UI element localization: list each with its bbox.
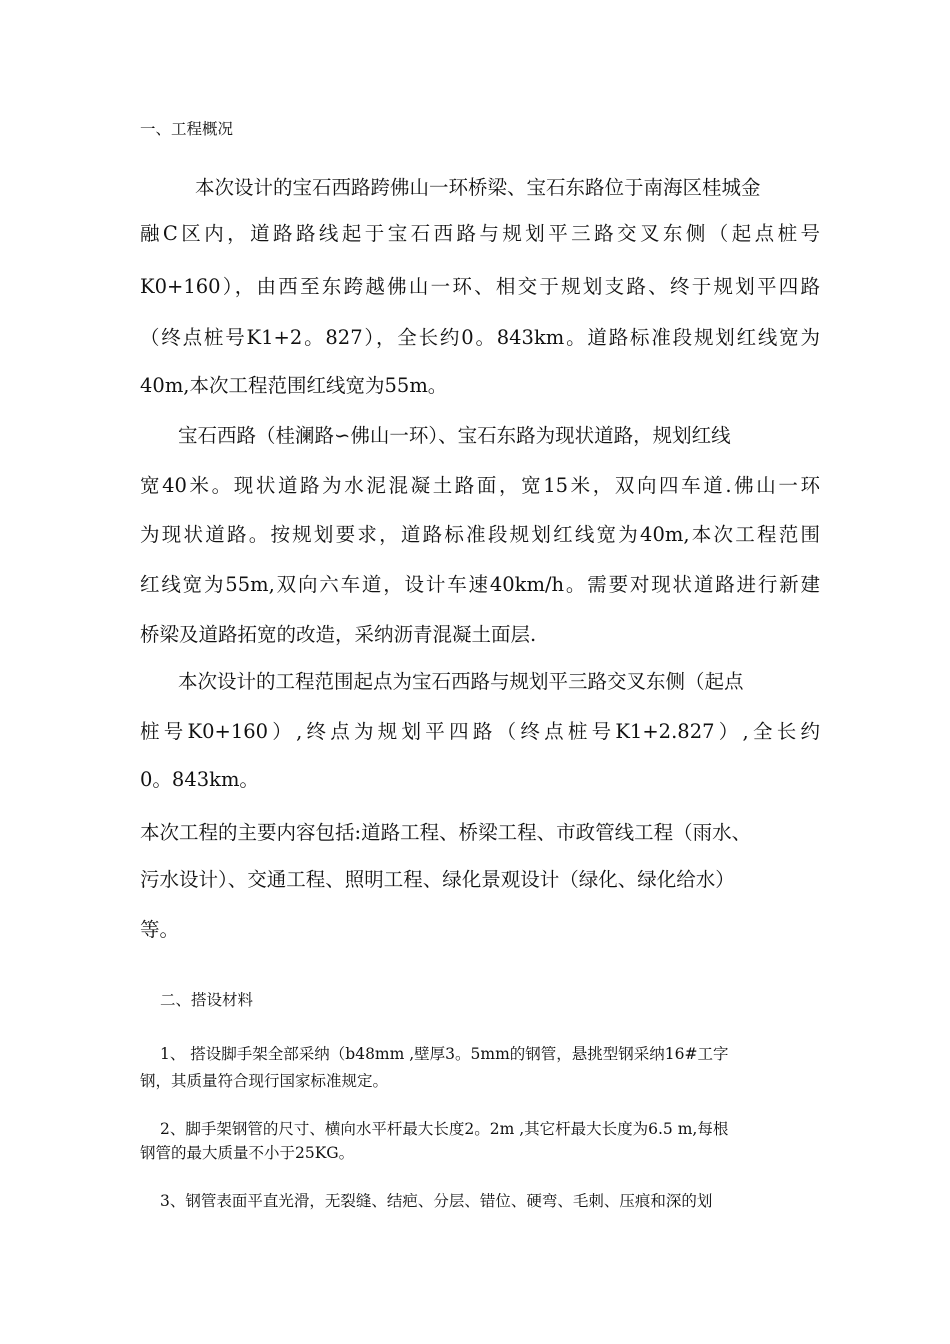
- paragraph-4-line-1: 本次工程的主要内容包括:道路工程、桥梁工程、市政管线工程（雨水、: [140, 821, 752, 844]
- materials-item-2-line-2: 钢管的最大质量不小于25KG。: [140, 1144, 355, 1162]
- paragraph-4-line-3: 等。: [140, 918, 180, 941]
- paragraph-2-line-4: 红线宽为55m,双向六车道，设计车速40km/h。需要对现状道路进行新建: [140, 573, 820, 596]
- paragraph-3-line-3: 0。843km。: [140, 768, 259, 791]
- materials-item-2-line-1: 2、脚手架钢管的尺寸、横向水平杆最大长度2。2m ,其它杆最大长度为6.5 m,每根: [160, 1120, 729, 1138]
- section-heading-materials: 二、搭设材料: [160, 991, 254, 1009]
- paragraph-1-line-3: K0+160），由西至东跨越佛山一环、相交于规划支路、终于规划平四路: [140, 275, 820, 298]
- materials-item-1-line-2: 钢，其质量符合现行国家标准规定。: [140, 1072, 389, 1090]
- paragraph-3-line-2: 桩号K0+160）,终点为规划平四路（终点桩号K1+2.827）,全长约: [140, 720, 820, 743]
- paragraph-3-line-1: 本次设计的工程范围起点为宝石西路与规划平三路交叉东侧（起点: [178, 670, 744, 693]
- paragraph-1-line-4: （终点桩号K1+2。827），全长约0。843km。道路标准段规划红线宽为: [140, 326, 820, 349]
- materials-item-1-line-1: 1、 搭设脚手架全部采纳（b48mm ,壁厚3。5mm的钢管，悬挑型钢采纳16#工字: [160, 1045, 729, 1063]
- paragraph-2-line-2: 宽40米。现状道路为水泥混凝土路面，宽15米，双向四车道.佛山一环: [140, 474, 820, 497]
- section-heading-overview: 一、工程概况: [140, 120, 234, 138]
- paragraph-1-line-1: 本次设计的宝石西路跨佛山一环桥梁、宝石东路位于南海区桂城金: [195, 176, 761, 199]
- paragraph-2-line-1: 宝石西路（桂澜路∽佛山一环）、宝石东路为现状道路，规划红线: [178, 424, 731, 447]
- paragraph-1-line-5: 40m,本次工程范围红线宽为55m。: [140, 374, 448, 397]
- paragraph-4-line-2: 污水设计）、交通工程、照明工程、绿化景观设计（绿化、绿化给水）: [140, 868, 735, 891]
- paragraph-1-line-2: 融C区内，道路路线起于宝石西路与规划平三路交叉东侧（起点桩号: [140, 222, 820, 245]
- paragraph-2-line-5: 桥梁及道路拓宽的改造，采纳沥青混凝土面层.: [140, 623, 537, 646]
- materials-item-3-line-1: 3、钢管表面平直光滑，无裂缝、结疤、分层、错位、硬弯、毛刺、压痕和深的划: [160, 1192, 713, 1210]
- paragraph-2-line-3: 为现状道路。按规划要求，道路标准段规划红线宽为40m,本次工程范围: [140, 523, 820, 546]
